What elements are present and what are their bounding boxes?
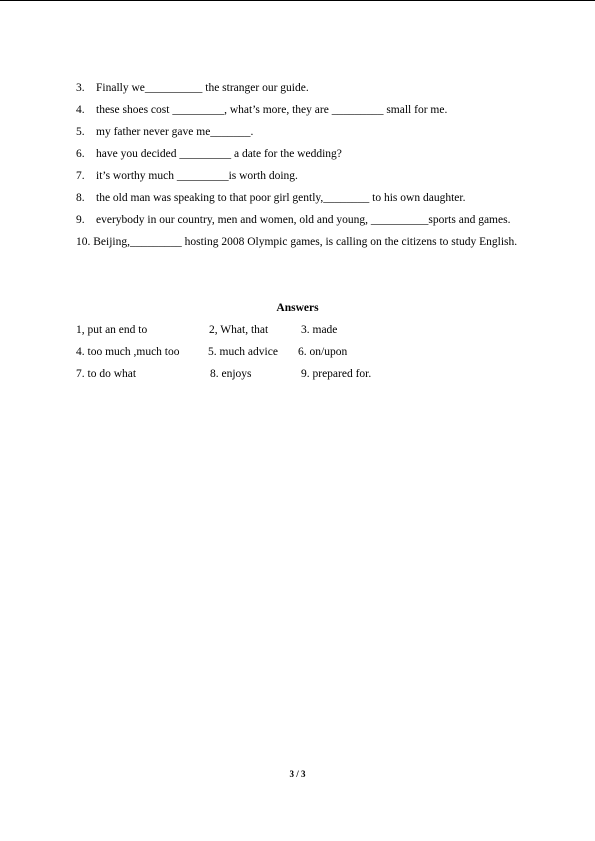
answer-7: 7. to do what	[76, 368, 137, 380]
page-number: 3 / 3	[289, 769, 306, 779]
question-number: 6.	[76, 148, 85, 160]
question-number: 7.	[76, 170, 85, 182]
answer-9: 9. prepared for.	[301, 368, 372, 380]
question-text: these shoes cost _________, what’s more, they are _________ small for me.	[96, 104, 448, 116]
question-7	[76, 169, 542, 183]
top-rule	[0, 0, 595, 1]
question-text: everybody in our country, men and women, old and young, __________sports and games.	[96, 214, 511, 226]
answers-heading: Answers	[276, 302, 319, 314]
answer-5: 5. much advice	[208, 346, 278, 358]
answer-2: 2, What, that	[209, 324, 269, 336]
question-text: it’s worthy much _________is worth doing.	[96, 170, 298, 182]
question-8	[76, 191, 542, 205]
question-5	[76, 125, 542, 139]
question-3	[76, 81, 542, 95]
question-text: Beijing,_________ hosting 2008 Olympic games, is calling on the citizens to study English.	[93, 236, 518, 248]
question-text: the old man was speaking to that poor girl gently,________ to his own daughter.	[96, 192, 466, 204]
answer-3: 3. made	[301, 324, 338, 336]
answer-1: 1, put an end to	[76, 324, 148, 336]
answer-6: 6. on/upon	[298, 346, 348, 358]
question-number: 8.	[76, 192, 85, 204]
question-number: 3.	[76, 82, 85, 94]
answer-4: 4. too much ,much too	[76, 346, 180, 358]
answer-8: 8. enjoys	[210, 368, 252, 380]
question-10	[76, 231, 542, 253]
question-number: 4.	[76, 104, 85, 116]
question-number: 9.	[76, 214, 85, 226]
question-4	[76, 103, 542, 117]
question-text: my father never gave me_______.	[96, 126, 254, 138]
question-9	[76, 213, 542, 227]
question-text: have you decided _________ a date for the wedding?	[96, 148, 342, 160]
question-text: Finally we__________ the stranger our guide.	[96, 82, 309, 94]
question-6	[76, 147, 542, 161]
question-number: 10.	[76, 236, 91, 248]
question-number: 5.	[76, 126, 85, 138]
